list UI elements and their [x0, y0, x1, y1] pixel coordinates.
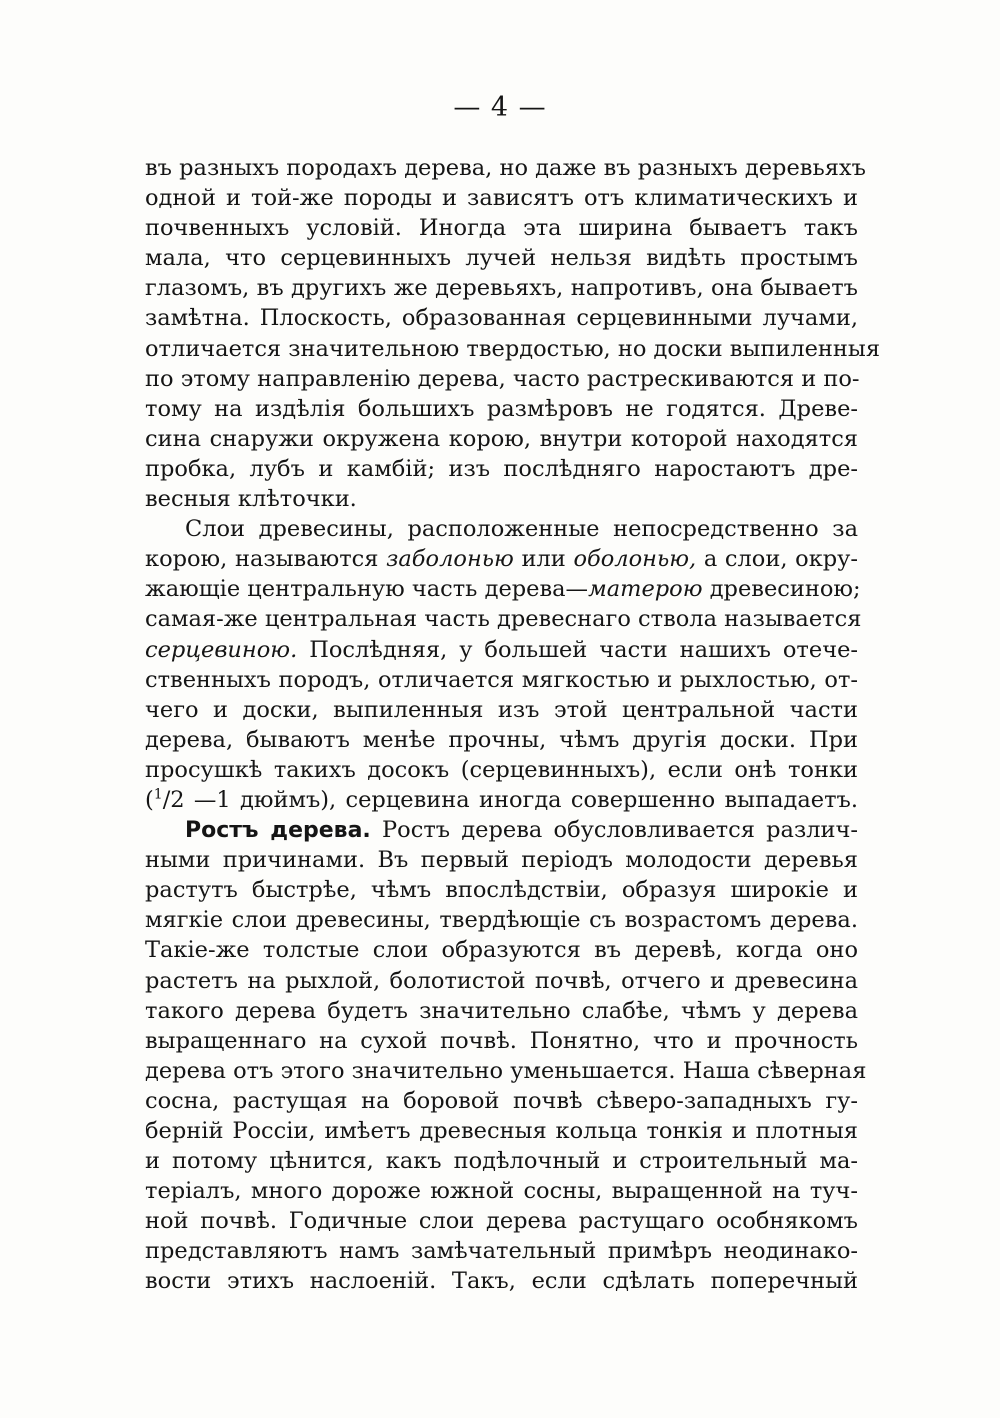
body-text — [145, 153, 881, 1297]
text-segment: выращеннаго на сухой почвѣ. Понятно, что и прочность — [145, 1027, 858, 1054]
text-line — [145, 635, 858, 665]
page-number: — 4 — — [453, 92, 547, 123]
text-line — [145, 183, 858, 213]
text-line — [145, 364, 858, 394]
text-segment: самая-же центральная часть древеснаго ствола называется — [145, 606, 862, 633]
text-segment: весныя клѣточки. — [145, 486, 357, 513]
text-segment: Слои древесины, расположенные непосредственно за — [185, 516, 858, 543]
text-segment: ными причинами. Въ первый періодъ молодости деревья — [145, 847, 858, 874]
text-segment: /2 —1 дюймъ), серцевина иногда совершенно выпадаетъ. — [162, 786, 858, 813]
text-line — [145, 1266, 858, 1296]
text-segment: почвенныхъ условій. Иногда эта ширина бываетъ такъ — [145, 215, 858, 242]
text-line — [145, 1236, 858, 1266]
text-segment: по этому направленію дерева, часто растрескиваются и по- — [145, 365, 860, 392]
text-line — [145, 514, 858, 544]
text-segment: глазомъ, въ другихъ же деревьяхъ, напротивъ, она бываетъ — [145, 275, 858, 302]
text-line — [145, 1206, 858, 1236]
text-segment: жающіе центральную часть дерева— — [145, 576, 589, 603]
text-segment: вости этихъ наслоеній. Такъ, если сдѣлать поперечный — [145, 1268, 858, 1295]
text-line — [145, 815, 858, 845]
text-segment: Такіе-же толстые слои образуются въ деревѣ, когда оно — [145, 937, 858, 964]
text-segment: мала, что серцевинныхъ лучей нельзя видѣть простымъ — [145, 245, 858, 272]
text-line — [145, 1116, 858, 1146]
text-line — [145, 1176, 858, 1206]
text-segment: дерева отъ этого значительно уменьшается. Наша сѣверная — [145, 1057, 867, 1084]
text-segment: а слои, окру- — [696, 546, 859, 573]
text-line — [145, 243, 858, 273]
emphasized-term: оболонью, — [573, 546, 697, 573]
text-line — [145, 725, 858, 755]
text-segment: отличается значительною твердостью, но доски выпиленныя — [145, 335, 881, 362]
section-heading: Ростъ дерева. — [185, 818, 371, 844]
text-segment: такого дерева будетъ значительно слабѣе, чѣмъ у дерева — [145, 997, 858, 1024]
text-segment: Ростъ дерева обусловливается различ- — [370, 817, 858, 844]
text-segment: растутъ быстрѣе, чѣмъ впослѣдствіи, образуя широкіе и — [145, 877, 858, 904]
text-segment: ственныхъ породъ, отличается мягкостью и рыхлостью, от- — [145, 666, 858, 693]
text-line — [145, 875, 858, 905]
text-line — [145, 153, 866, 183]
text-segment: дерева, бываютъ менѣе прочны, чѣмъ другія доски. При — [145, 726, 858, 753]
text-line — [145, 1026, 858, 1056]
text-segment: растетъ на рыхлой, болотистой почвѣ, отчего и древесина — [145, 967, 858, 994]
text-line — [145, 1056, 867, 1086]
text-line — [145, 996, 858, 1026]
text-segment: теріалъ, много дороже южной сосны, выращенной на туч- — [145, 1178, 858, 1205]
text-segment: мягкіе слои древесины, твердѣющіе съ возрастомъ дерева. — [145, 907, 858, 934]
text-line — [145, 1086, 858, 1116]
text-line — [145, 424, 858, 454]
text-segment: представляютъ намъ замѣчательный примѣръ неодинако- — [145, 1238, 858, 1265]
text-line — [145, 334, 881, 364]
text-line — [145, 665, 858, 695]
text-line — [145, 394, 858, 424]
emphasized-term: серцевиною. — [145, 636, 298, 663]
text-line — [145, 845, 858, 875]
text-segment: сосна, растущая на боровой почвѣ сѣверо-западныхъ гу- — [145, 1087, 858, 1114]
text-segment: 1 — [153, 786, 163, 803]
text-segment: тому на издѣлія большихъ размѣровъ не годятся. Древе- — [145, 395, 858, 422]
text-line — [145, 604, 862, 634]
text-segment: пробка, лубъ и камбій; изъ послѣдняго наростаютъ дре- — [145, 455, 858, 482]
text-segment: замѣтна. Плоскость, образованная серцевинными лучами, — [145, 305, 858, 332]
text-segment: чего и доски, выпиленныя изъ этой центральной части — [145, 696, 858, 723]
text-segment: просушкѣ такихъ досокъ (серцевинныхъ), если онѣ тонки — [145, 756, 858, 783]
text-segment: въ разныхъ породахъ дерева, но даже въ разныхъ деревьяхъ — [145, 155, 866, 181]
text-segment: корою, называются — [145, 546, 387, 573]
text-line — [145, 213, 858, 243]
text-line — [145, 1146, 858, 1176]
text-line — [145, 785, 858, 815]
text-line — [145, 755, 858, 785]
text-line — [145, 966, 858, 996]
text-segment: одной и той-же породы и зависятъ отъ климатическихъ и — [145, 185, 858, 212]
text-line — [145, 484, 858, 514]
text-segment: или — [513, 546, 574, 573]
text-segment: ( — [145, 786, 154, 813]
text-line — [145, 905, 858, 935]
text-segment: ной почвѣ. Годичные слои дерева растущаго особнякомъ — [145, 1208, 858, 1235]
text-line — [145, 273, 858, 303]
text-line — [145, 303, 858, 333]
text-line — [145, 695, 858, 725]
text-line — [145, 454, 858, 484]
text-segment: берній Россіи, имѣетъ древесныя кольца тонкія и плотныя — [145, 1118, 858, 1144]
text-line — [145, 574, 861, 604]
emphasized-term: заболонью — [386, 546, 514, 573]
emphasized-term: матерою — [588, 576, 703, 603]
text-segment: древесиною; — [702, 576, 861, 603]
text-segment: Послѣдняя, у большей части нашихъ отече- — [297, 636, 858, 663]
text-line — [145, 544, 858, 574]
text-segment: сина снаружи окружена корою, внутри которой находятся — [145, 425, 858, 452]
text-line — [145, 935, 858, 965]
text-segment: и потому цѣнится, какъ подѣлочный и строительный ма- — [145, 1148, 858, 1175]
